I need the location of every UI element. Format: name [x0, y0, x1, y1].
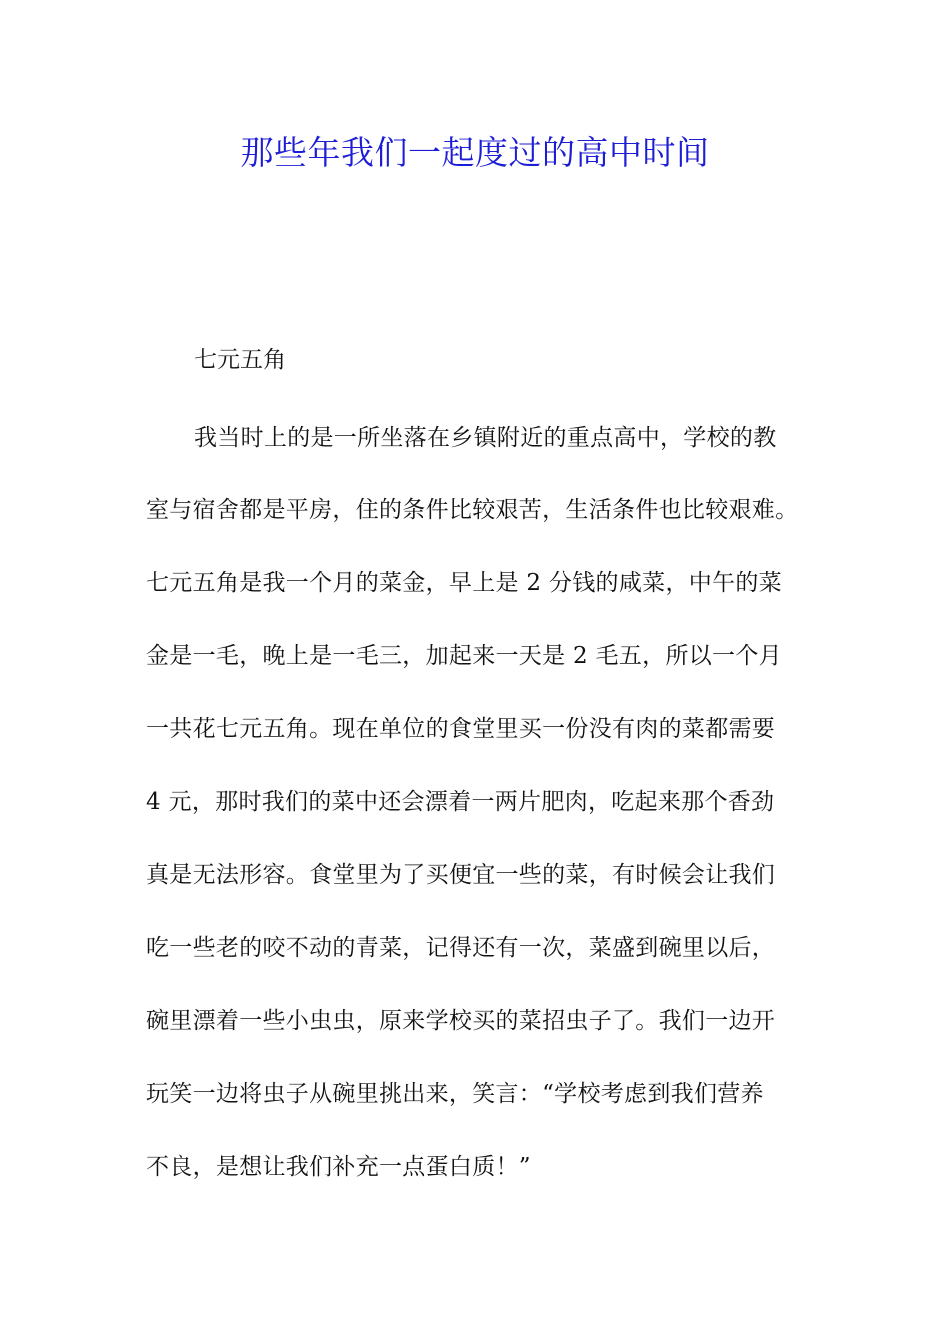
paragraph-line: 一共花七元五角。现在单位的食堂里买一份没有肉的菜都需要 — [146, 716, 776, 742]
paragraph-line: 不良，是想让我们补充一点蛋白质！” — [146, 1154, 531, 1180]
paragraph-line: 真是无法形容。食堂里为了买便宜一些的菜，有时候会让我们 — [146, 862, 776, 888]
paragraph-line: 室与宿舍都是平房，住的条件比较艰苦，生活条件也比较艰难。 — [146, 497, 799, 523]
paragraph-line: 玩笑一边将虫子从碗里挑出来，笑言：“学校考虑到我们营养 — [146, 1081, 764, 1107]
document-title: 那些年我们一起度过的高中时间 — [240, 133, 710, 172]
paragraph-line: 金是一毛，晚上是一毛三，加起来一天是 2 毛五，所以一个月 — [146, 643, 782, 669]
paragraph-line: 碗里漂着一些小虫虫，原来学校买的菜招虫子了。我们一边开 — [146, 1008, 776, 1034]
paragraph-line: 七元五角是我一个月的菜金，早上是 2 分钱的咸菜，中午的菜 — [146, 570, 782, 596]
paragraph-line: 4 元，那时我们的菜中还会漂着一两片肥肉，吃起来那个香劲 — [146, 789, 775, 815]
paragraph-line: 我当时上的是一所坐落在乡镇附近的重点高中，学校的教 — [194, 425, 777, 451]
paragraph-line: 吃一些老的咬不动的青菜，记得还有一次，菜盛到碗里以后， — [146, 935, 776, 961]
section-heading: 七元五角 — [194, 347, 286, 373]
